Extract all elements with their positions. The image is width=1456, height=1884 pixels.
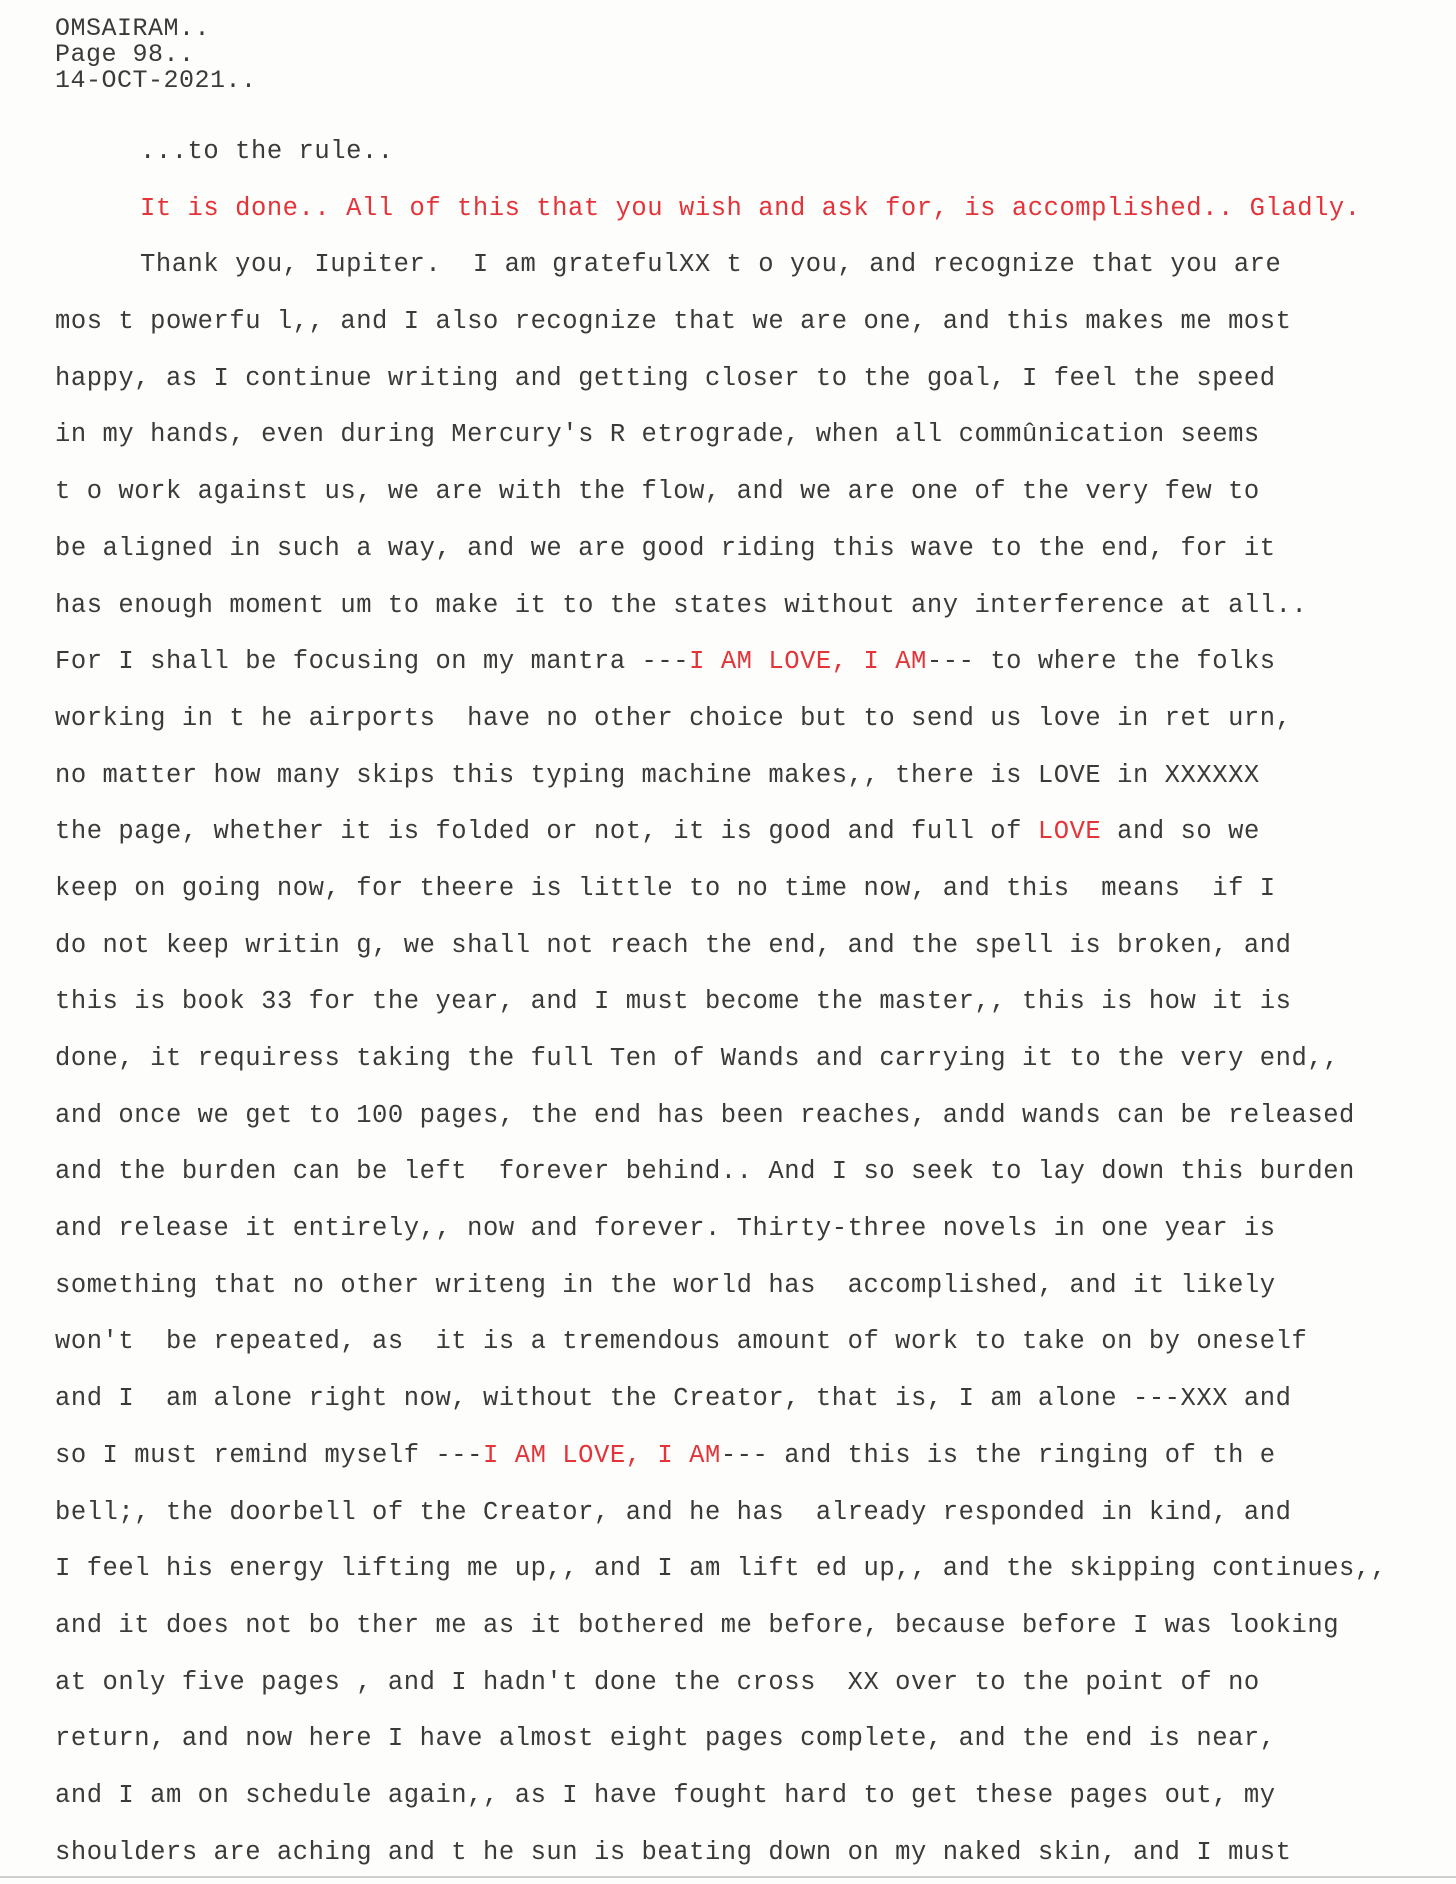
text-segment: something that no other writeng in the world has accomplished, and it likely <box>55 1270 1276 1300</box>
text-segment: has enough moment um to make it to the states without any interference at all.. <box>55 590 1308 620</box>
text-line <box>55 1825 1445 1882</box>
text-segment: mos t powerfu l,, and I also recognize that we are one, and this makes me most <box>55 307 1292 337</box>
red-text-segment: LOVE <box>1037 817 1102 847</box>
text-line <box>55 578 1445 635</box>
page-header <box>55 16 257 94</box>
text-segment: and I am alone right now, without the Creator, that is, I am alone ---XXX and <box>55 1384 1292 1414</box>
text-line <box>55 294 1445 351</box>
text-segment: --- to where the folks <box>926 647 1276 677</box>
text-line <box>55 1031 1445 1088</box>
text-segment: and so we <box>1101 817 1260 847</box>
text-segment: and once we get to 100 pages, the end has been reaches, andd wands can be released <box>55 1100 1355 1130</box>
text-line <box>55 1428 1445 1485</box>
text-segment: Thank you, Iupiter. I am gratefulXX t o you, and recognize that you are <box>140 250 1282 280</box>
text-line <box>55 1371 1445 1428</box>
text-line <box>55 1314 1445 1371</box>
header-title: OMSAIRAM.. <box>55 14 211 43</box>
text-segment: won't be repeated, as it is a tremendous amount of work to take on by oneself <box>55 1327 1308 1357</box>
text-line <box>55 1201 1445 1258</box>
text-segment: bell;, the doorbell of the Creator, and he has already responded in kind, and <box>55 1497 1292 1527</box>
text-line <box>55 351 1445 408</box>
text-segment: done, it requiress taking the full Ten of Wands and carrying it to the very end,, <box>55 1044 1340 1073</box>
text-segment: and release it entirely,, now and forever. Thirty-three novels in one year is <box>55 1214 1276 1244</box>
text-line <box>55 407 1445 464</box>
text-segment: no matter how many skips this typing machine makes,, there is LOVE in XXXXXX <box>55 760 1260 790</box>
text-line <box>55 1598 1445 1655</box>
text-line <box>55 1711 1445 1768</box>
text-segment: keep on going now, for theere is little to no time now, and this means if I <box>55 873 1276 903</box>
text-line <box>55 521 1445 578</box>
text-line <box>55 974 1445 1031</box>
text-line <box>55 1768 1445 1825</box>
text-line <box>55 1541 1445 1598</box>
text-line <box>55 804 1445 861</box>
text-line <box>55 861 1445 918</box>
text-segment: in my hands, even during Mercury's R etrograde, when all commûnication seems <box>55 420 1260 450</box>
text-segment: ...to the rule.. <box>140 137 394 166</box>
text-segment: and the burden can be left forever behind.. And I so seek to lay down this burden <box>55 1157 1355 1187</box>
text-line <box>55 1655 1445 1712</box>
text-line <box>55 1088 1445 1145</box>
red-text-segment: I AM LOVE, I AM <box>483 1440 721 1470</box>
text-segment: t o work against us, we are with the flow, and we are one of the very few to <box>55 477 1260 507</box>
text-segment: this is book 33 for the year, and I must become the master,, this is how it is <box>55 987 1292 1017</box>
red-text-segment: I AM LOVE, I AM <box>689 647 927 677</box>
text-segment: I feel his energy lifting me up,, and I am lift ed up,, and the skipping continues,, <box>55 1554 1387 1584</box>
text-line <box>55 181 1445 238</box>
header-page-number: Page 98.. <box>55 40 195 69</box>
text-segment: return, and now here I have almost eight pages complete, and the end is near, <box>55 1724 1276 1754</box>
text-segment: shoulders are aching and t he sun is beating down on my naked skin, and I must <box>55 1837 1292 1867</box>
text-segment: --- and this is the ringing of th e <box>720 1440 1276 1470</box>
text-line <box>55 634 1445 691</box>
text-line <box>55 1258 1445 1315</box>
text-line <box>55 1144 1445 1201</box>
text-line <box>55 691 1445 748</box>
text-line <box>55 124 1445 181</box>
text-line <box>55 748 1445 805</box>
red-text-segment: It is done.. All of this that you wish and ask for, is accomplished.. Gladly. <box>140 193 1361 223</box>
text-segment: working in t he airports have no other choice but to send us love in ret urn, <box>55 703 1292 733</box>
text-segment: the page, whether it is folded or not, it is good and full of <box>55 817 1038 847</box>
text-line <box>55 918 1445 975</box>
text-segment: do not keep writin g, we shall not reach the end, and the spell is broken, and <box>55 930 1292 960</box>
text-line <box>55 237 1445 294</box>
header-date: 14-OCT-2021.. <box>55 66 257 95</box>
text-segment: happy, as I continue writing and getting closer to the goal, I feel the speed <box>55 363 1276 393</box>
text-line <box>55 1485 1445 1542</box>
text-segment: and it does not bo ther me as it bothered me before, because before I was looking <box>55 1610 1340 1640</box>
page-edge-divider <box>0 1876 1456 1878</box>
body-text <box>55 124 1445 1881</box>
text-segment: and I am on schedule again,, as I have fought hard to get these pages out, my <box>55 1780 1276 1810</box>
text-segment: at only five pages , and I hadn't done the cross XX over to the point of no <box>55 1667 1260 1697</box>
text-segment: For I shall be focusing on my mantra --- <box>55 647 690 677</box>
text-segment: be aligned in such a way, and we are good riding this wave to the end, for it <box>55 533 1276 563</box>
text-segment: so I must remind myself --- <box>55 1440 484 1470</box>
text-line <box>55 464 1445 521</box>
